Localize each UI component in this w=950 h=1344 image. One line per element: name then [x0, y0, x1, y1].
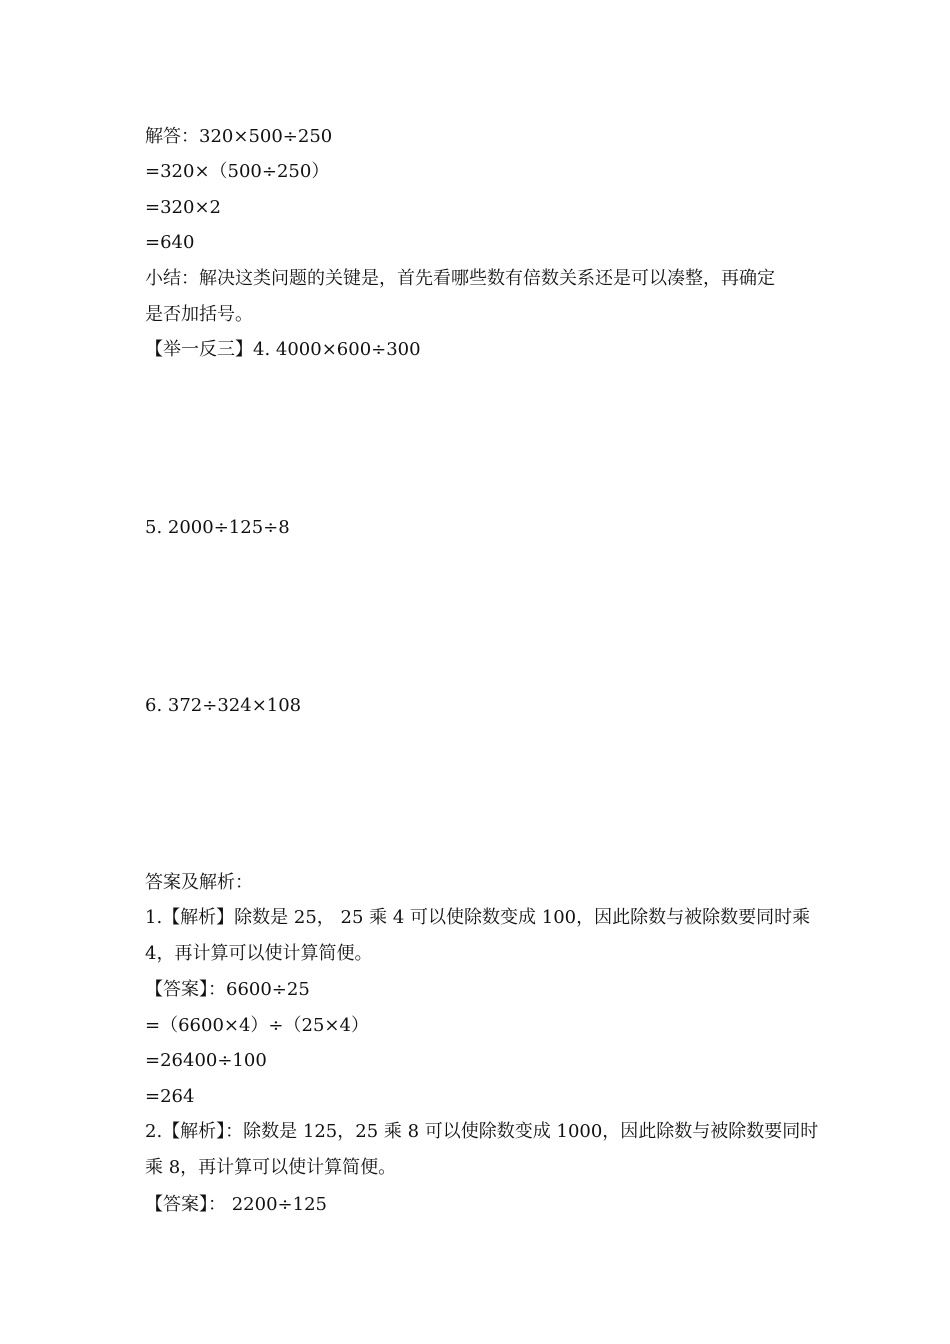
- exercise-6: 6. 372÷324×108: [145, 695, 302, 716]
- answer-2-label: 【答案】： 2200÷125: [145, 1194, 327, 1215]
- summary-line-2: 是否加括号。: [145, 304, 253, 325]
- answer-2-analysis-line-1: 2.【解析】：除数是 125，25 乘 8 可以使除数变成 1000，因此除数与被除数要同时: [145, 1121, 819, 1142]
- answers-heading: 答案及解析：: [145, 872, 253, 893]
- answer-2-analysis-line-2: 乘 8，再计算可以使计算简便。: [145, 1157, 397, 1178]
- exercise-5: 5. 2000÷125÷8: [145, 517, 290, 538]
- answer-1-result: =264: [145, 1086, 195, 1107]
- exercise-4: 【举一反三】4. 4000×600÷300: [145, 339, 421, 360]
- solution-line-3: =320×2: [145, 197, 221, 218]
- answer-1-analysis-line-1: 1.【解析】除数是 25， 25 乘 4 可以使除数变成 100，因此除数与被除数要同时乘: [145, 907, 811, 928]
- answer-1-step-1: =（6600×4）÷（25×4）: [145, 1015, 369, 1036]
- solution-line-1: 解答：320×500÷250: [145, 126, 333, 147]
- answer-1-analysis-line-2: 4，再计算可以使计算简便。: [145, 943, 373, 964]
- answer-1-step-2: =26400÷100: [145, 1050, 267, 1071]
- answer-1-label: 【答案】：6600÷25: [145, 979, 310, 1000]
- solution-line-4: =640: [145, 232, 195, 253]
- summary-line-1: 小结：解决这类问题的关键是，首先看哪些数有倍数关系还是可以凑整，再确定: [145, 268, 775, 289]
- solution-line-2: =320×（500÷250）: [145, 161, 330, 182]
